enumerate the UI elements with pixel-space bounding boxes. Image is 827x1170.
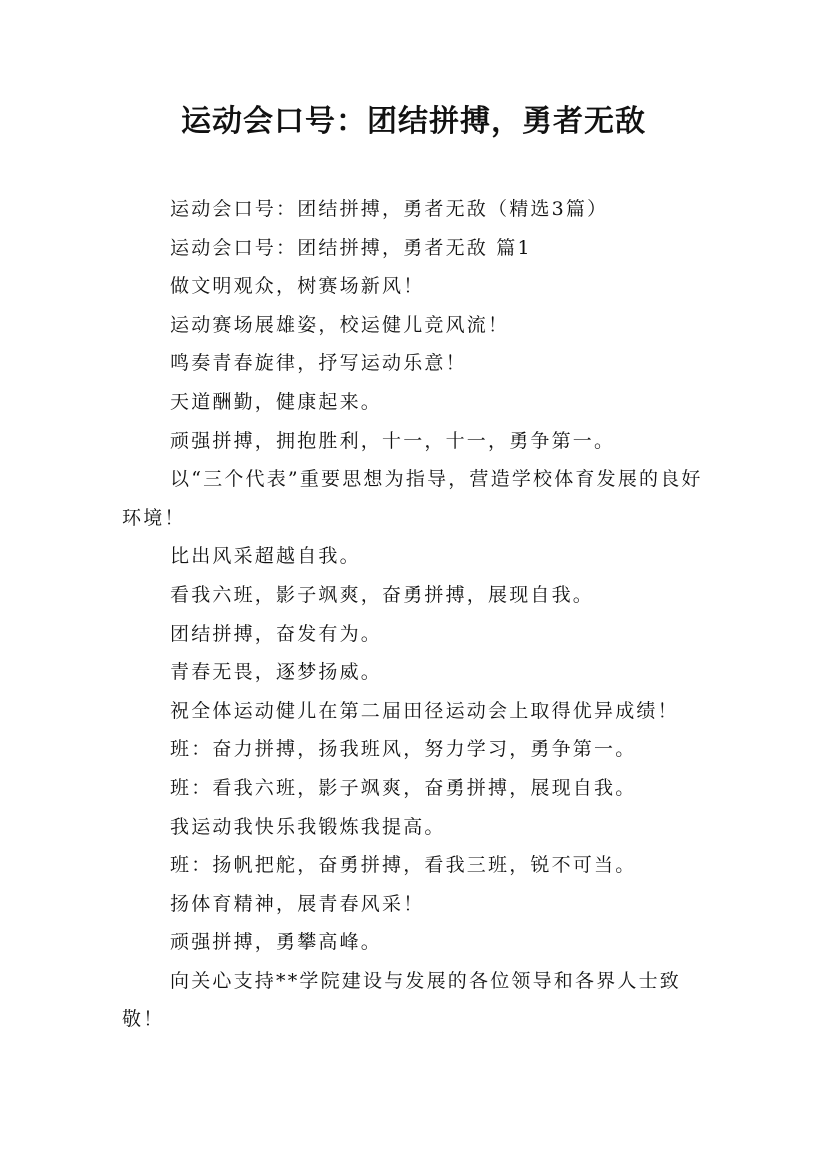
paragraph: 祝全体运动健儿在第二届田径运动会上取得优异成绩！ <box>170 699 679 722</box>
paragraph: 顽强拼搏，拥抱胜利，十一，十一，勇争第一。 <box>170 429 616 452</box>
paragraph: 我运动我快乐我锻炼我提高。 <box>170 815 446 838</box>
paragraph: 做文明观众，树赛场新风！ <box>170 275 425 298</box>
paragraph: 运动赛场展雄姿，校运健儿竞风流！ <box>170 313 510 336</box>
paragraph: 看我六班，影子飒爽，奋勇拼搏，展现自我。 <box>170 583 595 606</box>
document-body <box>122 190 718 1039</box>
paragraph: 扬体育精神，展青春风采！ <box>170 892 425 915</box>
paragraph: 以“三个代表”重要思想为指导，营造学校体育发展的良好环境！ <box>122 468 703 529</box>
paragraph: 鸣奏青春旋律，抒写运动乐意！ <box>170 352 467 375</box>
paragraph: 团结拼搏，奋发有为。 <box>170 622 383 645</box>
paragraph: 运动会口号：团结拼搏，勇者无敌 篇1 <box>170 236 532 259</box>
paragraph: 运动会口号：团结拼搏，勇者无敌（精选3篇） <box>170 198 609 220</box>
paragraph: 青春无畏，逐梦扬威。 <box>170 661 383 684</box>
paragraph: 比出风采超越自我。 <box>170 545 361 568</box>
paragraph: 班：看我六班，影子飒爽，奋勇拼搏，展现自我。 <box>170 776 637 799</box>
paragraph: 班：奋力拼搏，扬我班风，努力学习，勇争第一。 <box>170 738 637 761</box>
paragraph: 天道酬勤，健康起来。 <box>170 390 383 413</box>
paragraph: 顽强拼搏，勇攀高峰。 <box>170 931 383 954</box>
paragraph: 向关心支持**学院建设与发展的各位领导和各界人士致敬！ <box>122 969 682 1031</box>
paragraph: 班：扬帆把舵，奋勇拼搏，看我三班，锐不可当。 <box>170 854 637 877</box>
document-title: 运动会口号：团结拼搏，勇者无敌 <box>181 104 646 139</box>
